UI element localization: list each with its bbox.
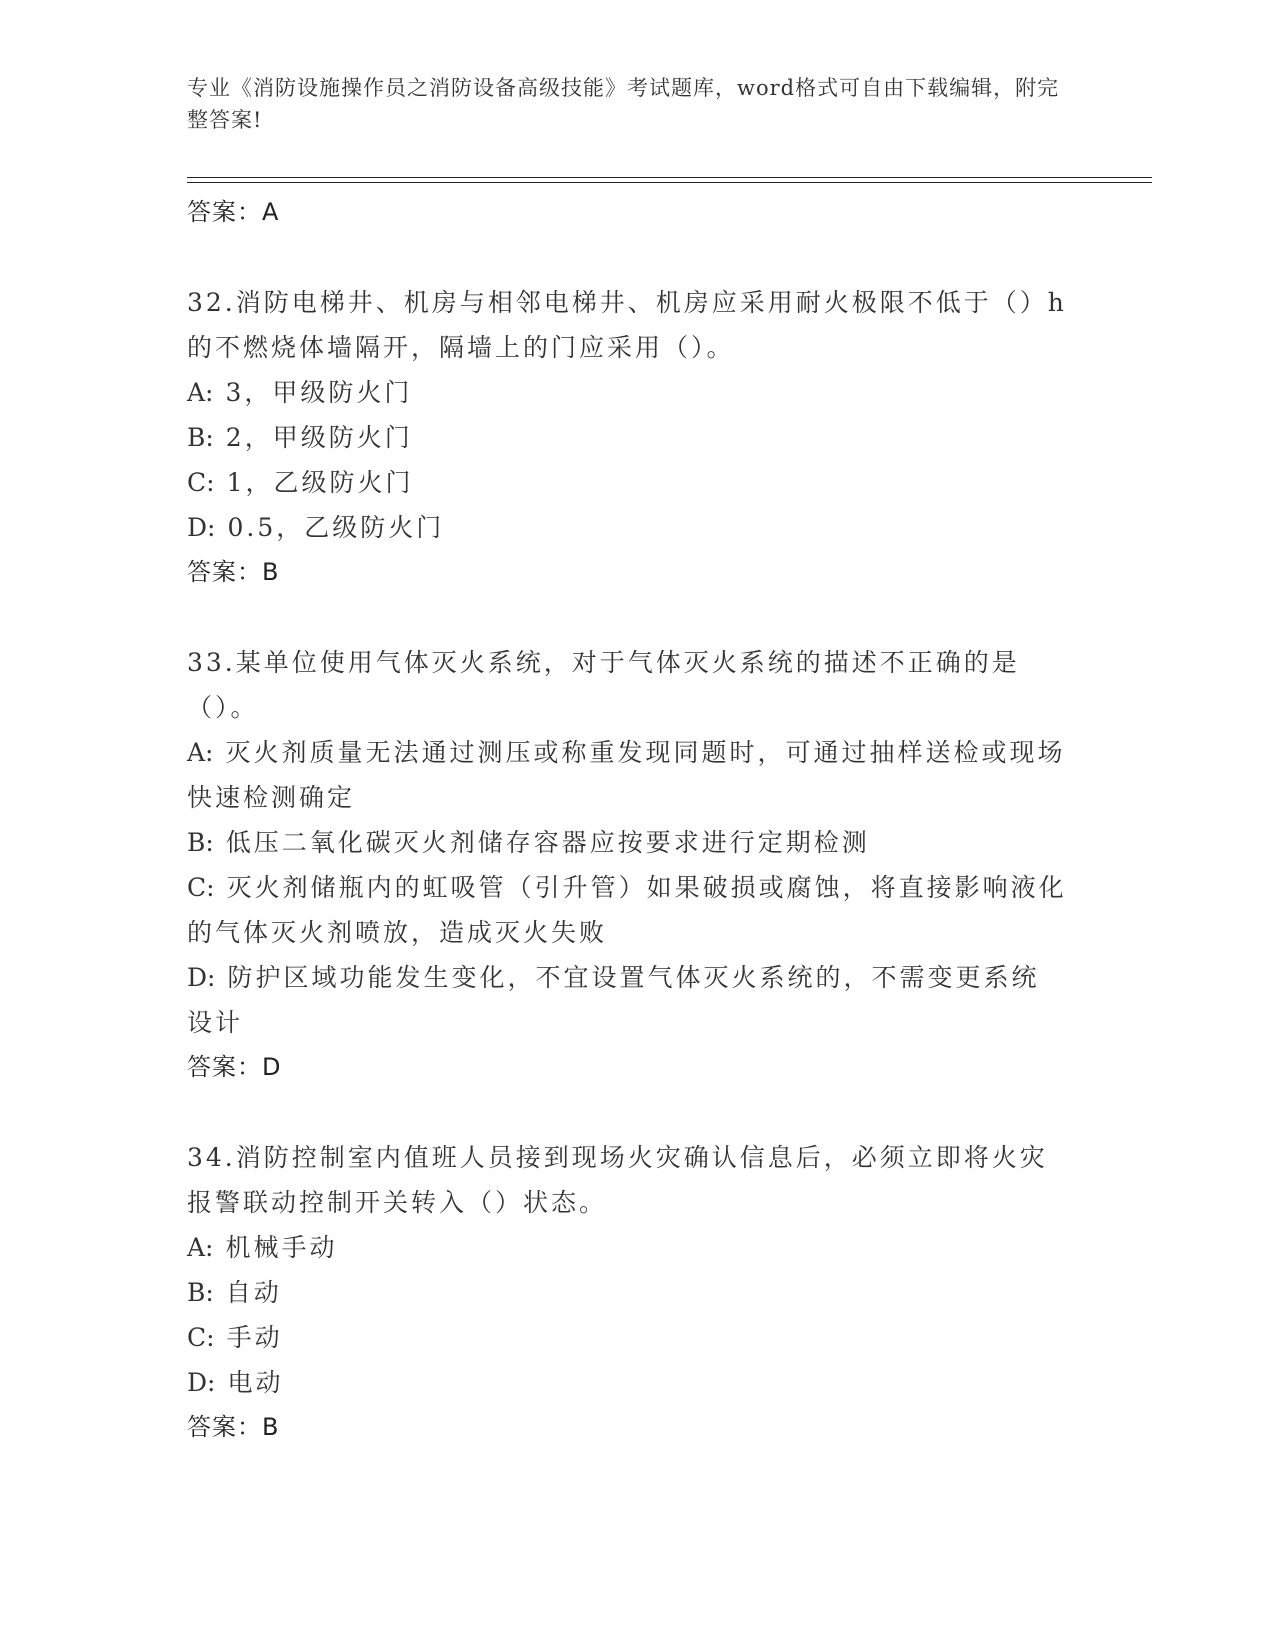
question-text: 33.某单位使用气体灭火系统，对于气体灭火系统的描述不正确的是（）。 — [187, 648, 1020, 722]
option-key: B: — [187, 828, 214, 857]
option-text: 机械手动 — [225, 1233, 338, 1262]
option-a — [187, 730, 1067, 820]
answer-value: B — [262, 1413, 279, 1441]
option-d — [187, 1360, 1067, 1405]
option-text: 灭火剂储瓶内的虹吸管（引升管）如果破损或腐蚀，将直接影响液化的气体灭火剂喷放，造成灭火失败 — [187, 873, 1067, 947]
option-b — [187, 820, 1067, 865]
option-key: C: — [187, 468, 215, 497]
option-c — [187, 1315, 1067, 1360]
option-c — [187, 865, 1067, 955]
option-key: B: — [187, 423, 214, 452]
answer-label: 答案： — [187, 198, 262, 226]
answer-value: B — [262, 558, 279, 586]
option-text: 电动 — [227, 1368, 284, 1397]
option-text: 3，甲级防火门 — [225, 378, 413, 407]
option-b — [187, 415, 1067, 460]
question-text: 32.消防电梯井、机房与相邻电梯井、机房应采用耐火极限不低于（）h的不燃烧体墙隔开，隔墙上的门应采用（）。 — [187, 288, 1067, 362]
question-33 — [187, 640, 1067, 1089]
option-key: A: — [187, 1233, 214, 1262]
option-text: 手动 — [226, 1323, 283, 1352]
header-rule-bottom — [187, 182, 1152, 183]
option-text: 低压二氧化碳灭火剂储存容器应按要求进行定期检测 — [225, 828, 870, 857]
spacer — [187, 594, 1067, 640]
option-a — [187, 370, 1067, 415]
answer-label: 答案： — [187, 1413, 262, 1441]
option-b — [187, 1270, 1067, 1315]
answer-line — [187, 550, 1067, 594]
question-32 — [187, 280, 1067, 594]
option-c — [187, 460, 1067, 505]
option-key: B: — [187, 1278, 214, 1307]
option-key: C: — [187, 873, 215, 902]
option-text: 自动 — [225, 1278, 282, 1307]
option-d — [187, 955, 1067, 1045]
option-text: 防护区域功能发生变化，不宜设置气体灭火系统的，不需变更系统设计 — [187, 963, 1040, 1037]
option-key: D: — [187, 1368, 216, 1397]
option-text: 0.5，乙级防火门 — [227, 513, 445, 542]
option-text: 2，甲级防火门 — [225, 423, 413, 452]
question-list — [187, 190, 1067, 1449]
option-key: D: — [187, 963, 216, 992]
option-key: A: — [187, 738, 214, 767]
question-text: 34.消防控制室内值班人员接到现场火灾确认信息后，必须立即将火灾报警联动控制开关转入（）状态。 — [187, 1143, 1048, 1217]
answer-line — [187, 1405, 1067, 1449]
answer-label: 答案： — [187, 1053, 262, 1081]
option-d — [187, 505, 1067, 550]
spacer — [187, 1089, 1067, 1135]
answer-line — [187, 1045, 1067, 1089]
spacer — [187, 234, 1067, 280]
option-key: C: — [187, 1323, 215, 1352]
answer-value: D — [262, 1053, 281, 1081]
option-text: 灭火剂质量无法通过测压或称重发现同题时，可通过抽样送检或现场快速检测确定 — [187, 738, 1066, 812]
page-header: 专业《消防设施操作员之消防设备高级技能》考试题库，word格式可自由下载编辑，附完整答案! — [187, 76, 1060, 132]
header-rule-top — [187, 177, 1152, 178]
option-text: 1，乙级防火门 — [226, 468, 414, 497]
question-34 — [187, 1135, 1067, 1449]
option-key: A: — [187, 378, 214, 407]
option-a — [187, 1225, 1067, 1270]
answer-value: A — [262, 198, 279, 226]
answer-line — [187, 190, 1067, 234]
answer-label: 答案： — [187, 558, 262, 586]
option-key: D: — [187, 513, 216, 542]
